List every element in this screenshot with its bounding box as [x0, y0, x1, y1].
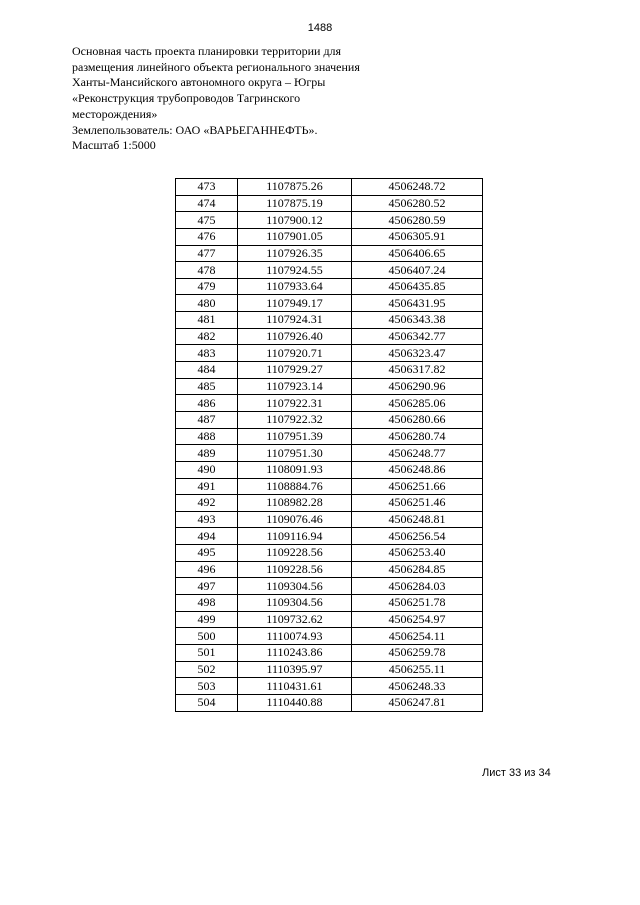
point-number-cell: 499 — [176, 611, 238, 628]
y-coordinate-cell: 4506284.85 — [352, 561, 483, 578]
point-number-cell: 482 — [176, 328, 238, 345]
x-coordinate-cell: 1107875.19 — [238, 195, 352, 212]
y-coordinate-cell: 4506280.52 — [352, 195, 483, 212]
x-coordinate-cell: 1108982.28 — [238, 495, 352, 512]
table-row — [176, 545, 483, 562]
page-number: 1488 — [307, 22, 333, 34]
table-row — [176, 328, 483, 345]
table-row — [176, 411, 483, 428]
point-number-cell: 498 — [176, 595, 238, 612]
point-number-cell: 487 — [176, 411, 238, 428]
table-row — [176, 428, 483, 445]
point-number-cell: 493 — [176, 511, 238, 528]
point-number-cell: 495 — [176, 545, 238, 562]
point-number-cell: 480 — [176, 295, 238, 312]
table-row — [176, 378, 483, 395]
header-line: месторождения» — [72, 106, 158, 121]
table-row — [176, 395, 483, 412]
point-number-cell: 494 — [176, 528, 238, 545]
y-coordinate-cell: 4506251.66 — [352, 478, 483, 495]
y-coordinate-cell: 4506254.11 — [352, 628, 483, 645]
point-number-cell: 503 — [176, 678, 238, 695]
y-coordinate-cell: 4506254.97 — [352, 611, 483, 628]
point-number-cell: 479 — [176, 278, 238, 295]
point-number-cell: 497 — [176, 578, 238, 595]
x-coordinate-cell: 1109304.56 — [238, 578, 352, 595]
x-coordinate-cell: 1109228.56 — [238, 561, 352, 578]
coordinates-table — [175, 178, 483, 712]
y-coordinate-cell: 4506248.72 — [352, 179, 483, 196]
y-coordinate-cell: 4506285.06 — [352, 395, 483, 412]
y-coordinate-cell: 4506251.46 — [352, 495, 483, 512]
x-coordinate-cell: 1107926.40 — [238, 328, 352, 345]
y-coordinate-cell: 4506284.03 — [352, 578, 483, 595]
x-coordinate-cell: 1110431.61 — [238, 678, 352, 695]
table-row — [176, 495, 483, 512]
table-row — [176, 595, 483, 612]
point-number-cell: 474 — [176, 195, 238, 212]
point-number-cell: 488 — [176, 428, 238, 445]
x-coordinate-cell: 1107875.26 — [238, 179, 352, 196]
point-number-cell: 486 — [176, 395, 238, 412]
x-coordinate-cell: 1107933.64 — [238, 278, 352, 295]
y-coordinate-cell: 4506280.74 — [352, 428, 483, 445]
header-line: Ханты-Мансийского автономного округа – Югры — [72, 75, 326, 90]
y-coordinate-cell: 4506248.33 — [352, 678, 483, 695]
header-line: «Реконструкция трубопроводов Тагринского — [72, 91, 301, 106]
y-coordinate-cell: 4506406.65 — [352, 245, 483, 262]
x-coordinate-cell: 1110074.93 — [238, 628, 352, 645]
y-coordinate-cell: 4506435.85 — [352, 278, 483, 295]
y-coordinate-cell: 4506248.86 — [352, 461, 483, 478]
y-coordinate-cell: 4506259.78 — [352, 644, 483, 661]
x-coordinate-cell: 1109116.94 — [238, 528, 352, 545]
y-coordinate-cell: 4506253.40 — [352, 545, 483, 562]
point-number-cell: 481 — [176, 312, 238, 329]
x-coordinate-cell: 1107949.17 — [238, 295, 352, 312]
x-coordinate-cell: 1109732.62 — [238, 611, 352, 628]
point-number-cell: 485 — [176, 378, 238, 395]
y-coordinate-cell: 4506248.81 — [352, 511, 483, 528]
y-coordinate-cell: 4506317.82 — [352, 362, 483, 379]
x-coordinate-cell: 1110440.88 — [238, 694, 352, 711]
y-coordinate-cell: 4506280.59 — [352, 212, 483, 229]
y-coordinate-cell: 4506342.77 — [352, 328, 483, 345]
point-number-cell: 501 — [176, 644, 238, 661]
table-row — [176, 644, 483, 661]
header-line: Основная часть проекта планировки территории для — [72, 44, 342, 58]
y-coordinate-cell: 4506255.11 — [352, 661, 483, 678]
x-coordinate-cell: 1107951.39 — [238, 428, 352, 445]
header-line: Землепользователь: ОАО «ВАРЬЕГАННЕФТЬ». — [72, 122, 318, 137]
point-number-cell: 477 — [176, 245, 238, 262]
table-row — [176, 528, 483, 545]
table-row — [176, 312, 483, 329]
x-coordinate-cell: 1109304.56 — [238, 595, 352, 612]
point-number-cell: 504 — [176, 694, 238, 711]
x-coordinate-cell: 1110243.86 — [238, 644, 352, 661]
y-coordinate-cell: 4506407.24 — [352, 262, 483, 279]
point-number-cell: 491 — [176, 478, 238, 495]
table-row — [176, 262, 483, 279]
table-row — [176, 228, 483, 245]
x-coordinate-cell: 1110395.97 — [238, 661, 352, 678]
table-row — [176, 661, 483, 678]
table-row — [176, 511, 483, 528]
header-line: размещения линейного объекта регионального значения — [72, 59, 360, 74]
y-coordinate-cell: 4506256.54 — [352, 528, 483, 545]
table-row — [176, 245, 483, 262]
table-row — [176, 345, 483, 362]
x-coordinate-cell: 1107922.31 — [238, 395, 352, 412]
point-number-cell: 478 — [176, 262, 238, 279]
header-line: Масштаб 1:5000 — [72, 138, 156, 153]
table-row — [176, 578, 483, 595]
point-number-cell: 490 — [176, 461, 238, 478]
table-row — [176, 445, 483, 462]
table-row — [176, 278, 483, 295]
x-coordinate-cell: 1107951.30 — [238, 445, 352, 462]
point-number-cell: 473 — [176, 179, 238, 196]
x-coordinate-cell: 1108091.93 — [238, 461, 352, 478]
table-row — [176, 478, 483, 495]
point-number-cell: 492 — [176, 495, 238, 512]
point-number-cell: 475 — [176, 212, 238, 229]
table-row — [176, 461, 483, 478]
point-number-cell: 476 — [176, 228, 238, 245]
table-row — [176, 628, 483, 645]
point-number-cell: 489 — [176, 445, 238, 462]
document-header — [72, 44, 492, 154]
table-row — [176, 295, 483, 312]
x-coordinate-cell: 1107900.12 — [238, 212, 352, 229]
x-coordinate-cell: 1107924.55 — [238, 262, 352, 279]
x-coordinate-cell: 1107924.31 — [238, 312, 352, 329]
table-row — [176, 179, 483, 196]
y-coordinate-cell: 4506431.95 — [352, 295, 483, 312]
table-row — [176, 611, 483, 628]
y-coordinate-cell: 4506323.47 — [352, 345, 483, 362]
sheet-info: Лист 33 из 34 — [482, 767, 551, 779]
table-row — [176, 362, 483, 379]
x-coordinate-cell: 1107901.05 — [238, 228, 352, 245]
table-row — [176, 212, 483, 229]
y-coordinate-cell: 4506247.81 — [352, 694, 483, 711]
point-number-cell: 483 — [176, 345, 238, 362]
x-coordinate-cell: 1107923.14 — [238, 378, 352, 395]
point-number-cell: 502 — [176, 661, 238, 678]
x-coordinate-cell: 1107926.35 — [238, 245, 352, 262]
y-coordinate-cell: 4506305.91 — [352, 228, 483, 245]
point-number-cell: 496 — [176, 561, 238, 578]
table-row — [176, 195, 483, 212]
table-row — [176, 561, 483, 578]
x-coordinate-cell: 1108884.76 — [238, 478, 352, 495]
y-coordinate-cell: 4506343.38 — [352, 312, 483, 329]
point-number-cell: 500 — [176, 628, 238, 645]
y-coordinate-cell: 4506248.77 — [352, 445, 483, 462]
y-coordinate-cell: 4506251.78 — [352, 595, 483, 612]
point-number-cell: 484 — [176, 362, 238, 379]
table-row — [176, 678, 483, 695]
x-coordinate-cell: 1109228.56 — [238, 545, 352, 562]
x-coordinate-cell: 1107920.71 — [238, 345, 352, 362]
x-coordinate-cell: 1109076.46 — [238, 511, 352, 528]
coordinates-table-body — [176, 179, 483, 712]
y-coordinate-cell: 4506290.96 — [352, 378, 483, 395]
y-coordinate-cell: 4506280.66 — [352, 411, 483, 428]
x-coordinate-cell: 1107922.32 — [238, 411, 352, 428]
x-coordinate-cell: 1107929.27 — [238, 362, 352, 379]
table-row — [176, 694, 483, 711]
